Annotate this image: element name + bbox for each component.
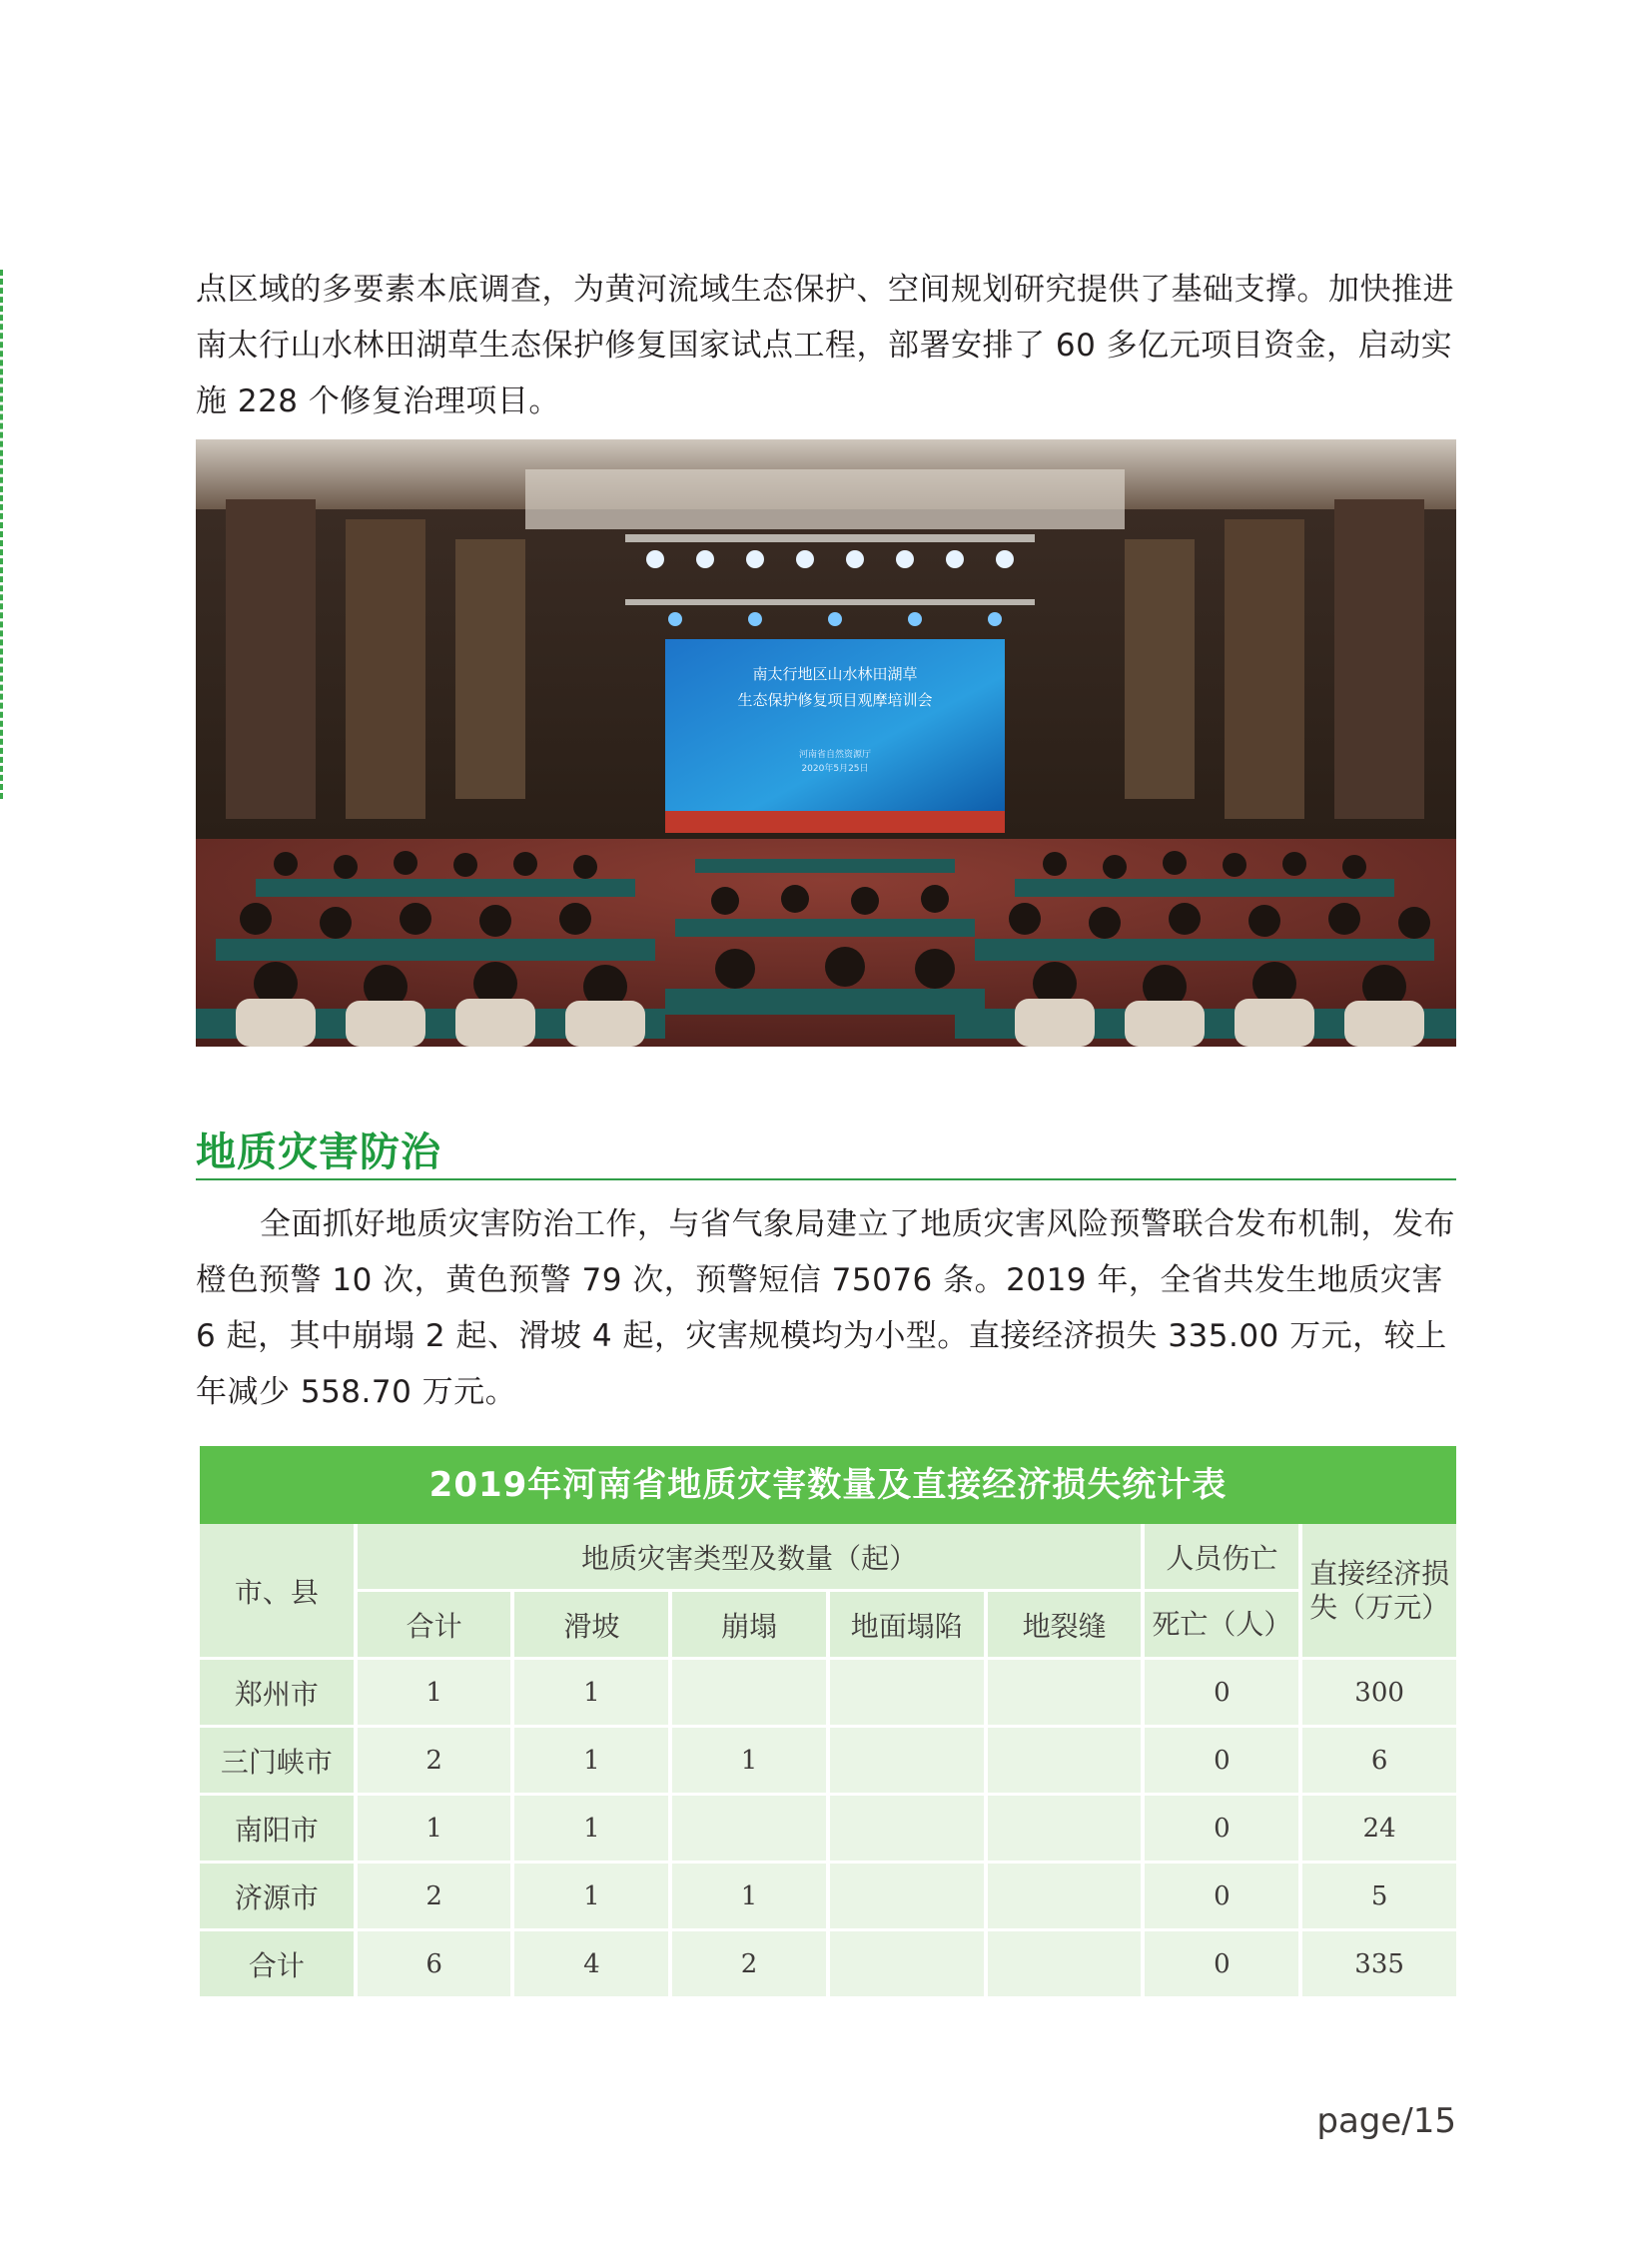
cell-deaths: 0: [1145, 1796, 1298, 1864]
cell-loss: 24: [1302, 1796, 1456, 1864]
cell-total: 6: [358, 1931, 511, 1999]
cell-region: 三门峡市: [200, 1728, 354, 1796]
section-title: 地质灾害防治: [196, 1129, 441, 1175]
left-margin-rule: [0, 270, 7, 799]
header-fissure: 地裂缝: [988, 1592, 1142, 1660]
cell-region: 南阳市: [200, 1796, 354, 1864]
header-loss: 直接经济损失（万元）: [1302, 1524, 1456, 1660]
screen-text-4: 2020年5月25日: [801, 764, 869, 774]
cell-fissure: [988, 1864, 1142, 1931]
cell-landslide: 1: [514, 1796, 668, 1864]
cell-fissure: [988, 1660, 1142, 1728]
cell-fissure: [988, 1796, 1142, 1864]
conference-photo: [196, 439, 1456, 1047]
table-row: [200, 1660, 1456, 1728]
cell-total: 2: [358, 1728, 511, 1796]
cell-region: 郑州市: [200, 1660, 354, 1728]
cell-subsidence: [830, 1864, 984, 1931]
cell-deaths: 0: [1145, 1728, 1298, 1796]
cell-total: 1: [358, 1660, 511, 1728]
cell-fissure: [988, 1931, 1142, 1999]
geohazard-table: [200, 1446, 1456, 1999]
geohazard-paragraph: 全面抓好地质灾害防治工作，与省气象局建立了地质灾害风险预警联合发布机制，发布橙色预警 10 次，黄色预警 79 次，预警短信 75076 条。2019 年，全省共发生地质灾害 6 起，其中崩塌 2 起、滑坡 4 起，灾害规模均为小型。直接经济损失 335.00 万元，较上年减少 558.70 万元。: [196, 1206, 1455, 1410]
cell-subsidence: [830, 1931, 984, 1999]
cell-loss: 300: [1302, 1660, 1456, 1728]
header-collapse: 崩塌: [672, 1592, 826, 1660]
table-row-total: [200, 1931, 1456, 1999]
header-total: 合计: [358, 1592, 511, 1660]
header-casualty-group: 人员伤亡: [1145, 1524, 1298, 1592]
cell-loss: 6: [1302, 1728, 1456, 1796]
header-types-group: 地质灾害类型及数量（起）: [358, 1524, 1142, 1592]
cell-fissure: [988, 1728, 1142, 1796]
cell-region: 济源市: [200, 1864, 354, 1931]
header-landslide: 滑坡: [514, 1592, 668, 1660]
screen-text-3: 河南省自然资源厅: [798, 750, 872, 760]
cell-collapse: 1: [672, 1728, 826, 1796]
header-subsidence: 地面塌陷: [830, 1592, 984, 1660]
cell-loss: 5: [1302, 1864, 1456, 1931]
header-deaths: 死亡（人）: [1145, 1592, 1298, 1660]
cell-subsidence: [830, 1728, 984, 1796]
cell-collapse: 2: [672, 1931, 826, 1999]
cell-landslide: 1: [514, 1660, 668, 1728]
cell-deaths: 0: [1145, 1864, 1298, 1931]
cell-deaths: 0: [1145, 1660, 1298, 1728]
header-region: 市、县: [200, 1524, 354, 1660]
screen-text-2: 生态保护修复项目观摩培训会: [737, 691, 933, 709]
table-row: [200, 1796, 1456, 1864]
cell-total: 2: [358, 1864, 511, 1931]
cell-landslide: 1: [514, 1728, 668, 1796]
cell-collapse: 1: [672, 1864, 826, 1931]
page-number: page/15: [1316, 2101, 1456, 2141]
cell-total: 1: [358, 1796, 511, 1864]
cell-loss: 335: [1302, 1931, 1456, 1999]
cell-landslide: 1: [514, 1864, 668, 1931]
cell-region: 合计: [200, 1931, 354, 1999]
intro-paragraph: 点区域的多要素本底调查，为黄河流域生态保护、空间规划研究提供了基础支撑。加快推进南太行山水林田湖草生态保护修复国家试点工程，部署安排了 60 多亿元项目资金，启动实施 228 个修复治理项目。: [196, 272, 1454, 419]
screen-text-1: 南太行地区山水林田湖草: [752, 665, 918, 683]
table-row: [200, 1864, 1456, 1931]
table-title: 2019年河南省地质灾害数量及直接经济损失统计表: [200, 1446, 1456, 1524]
stats-table: [196, 1524, 1460, 1999]
cell-deaths: 0: [1145, 1931, 1298, 1999]
cell-subsidence: [830, 1796, 984, 1864]
cell-collapse: [672, 1660, 826, 1728]
cell-landslide: 4: [514, 1931, 668, 1999]
cell-collapse: [672, 1796, 826, 1864]
cell-subsidence: [830, 1660, 984, 1728]
section-divider: [196, 1178, 1456, 1180]
table-row: [200, 1728, 1456, 1796]
